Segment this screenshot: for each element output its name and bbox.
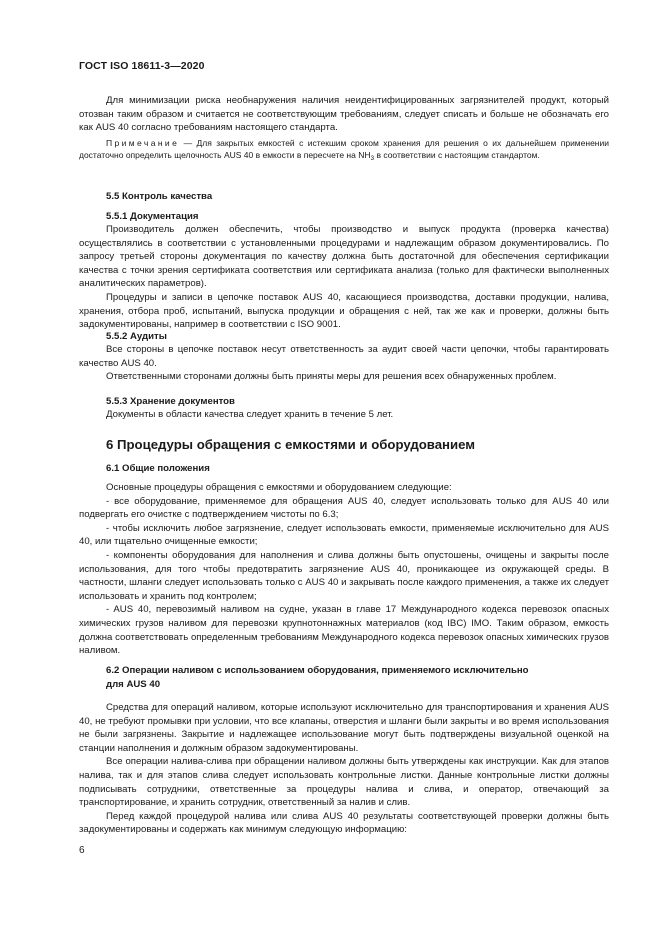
note-text-before: Для закрытых емкостей с истекшим сроком хранения для решения о их дальнейшем применении достаточно определить щелочность AUS 40 в емкости в пересчете на NH — [79, 138, 609, 161]
note-text-after: в соответствии с настоящим стандартом. — [374, 150, 540, 161]
section-6-1-body — [79, 481, 609, 658]
section-6-2-heading-line-2: для AUS 40 — [106, 678, 161, 690]
note-label: Примечание — [106, 138, 180, 148]
section-5-5-2-para-1: Все стороны в цепочке поставок несут ответственность за аудит своей части цепочки, чтобы гарантировать качество AUS 40. — [79, 344, 609, 369]
section-6-2-heading-line-1: 6.2 Операции наливом с использованием оборудования, применяемого исключительно — [106, 665, 529, 676]
section-5-5-1-heading: 5.5.1 Документация — [106, 211, 199, 222]
list-item: - все оборудование, применяемое для обращения AUS 40, следует использовать только для AUS 40 или подвергать его очистке с подтверждением чистоты по 6.3; — [79, 495, 609, 521]
intro-block — [79, 94, 609, 135]
section-5-5-2-body — [79, 343, 609, 384]
page-header-standard-id: ГОСТ ISO 18611-3—2020 — [79, 60, 205, 72]
section-6-1-intro: Основные процедуры обращения с емкостями и оборудованием следующие: — [106, 482, 452, 493]
section-5-5-3-body — [79, 408, 609, 422]
section-5-5-3-heading: 5.5.3 Хранение документов — [106, 396, 235, 407]
section-6-2-body — [79, 701, 609, 837]
section-5-5-3-para-1: Документы в области качества следует хранить в течение 5 лет. — [106, 409, 394, 420]
section-6-2-heading — [106, 664, 529, 691]
note-paragraph — [79, 137, 609, 165]
section-5-5-1-body — [79, 223, 609, 332]
section-6-1-heading: 6.1 Общие положения — [106, 463, 210, 474]
section-6-2-para-1: Средства для операций наливом, которые используют исключительно для транспортирования и хранения AUS 40, не требуют промывки при условии, что все клапаны, отверстия и шланги были закрыты и во время использования не были загрязнены. Закрытие и надлежащее использование могут быть подтверждены визуальной оценкой на станции наполнения и должным образом задокументированы. — [79, 702, 609, 754]
section-6-2-para-3: Перед каждой процедурой налива или слива AUS 40 результаты соответствующей проверки должны быть задокументированы и содержать как минимум следующую информацию: — [79, 810, 609, 836]
page-number: 6 — [79, 845, 85, 856]
section-5-5-1-para-1: Производитель должен обеспечить, чтобы производство и выпуск продукта (проверка качества) осуществлялись в соответствии с установленными процедурами и надлежащим образом документировались. По запросу третьей стороны документация по качеству должна быть достаточной для обеспечения сертификации качества с точки зрения сертификата соответствия или сертификата анализа (только для фактически выполненных аналитических параметров). — [79, 224, 609, 290]
section-5-5-1-para-2: Процедуры и записи в цепочке поставок AUS 40, касающиеся производства, доставки продукции, налива, хранения, отбора проб, испытаний, выпуска продукции и обращения с ней, так же как и проверки, должны быть задокументированы, например в соответствии с ISO 9001. — [79, 291, 609, 331]
note-subscript: 3 — [370, 155, 375, 163]
section-5-5-2-heading: 5.5.2 Аудиты — [106, 331, 167, 342]
note-block — [79, 137, 609, 165]
list-item: - чтобы исключить любое загрязнение, следует использовать емкости, применяемые исключительно для AUS 40, или тщательно очищенные емкости; — [79, 522, 609, 548]
section-5-5-heading: 5.5 Контроль качества — [106, 191, 213, 202]
list-item: - AUS 40, перевозимый наливом на судне, указан в главе 17 Международного кодекса перевозок опасных химических грузов наливом для перевозки крупнотоннажных материалов (код IBC) IMO. Таким образом, емкость должна соответствовать определенным требованиям Международного кодекса перевозок опасных химических грузов наливом. — [79, 604, 609, 657]
section-6-2-para-2: Все операции налива-слива при обращении наливом должны быть утверждены как инструкции. Как для этапов налива, так и для этапов слива следует использовать контрольные листки. Данные контрольные листки должны подписывать сотрудники, ответственные за процедуры налива и слива, и оператор, отвечающий за транспортирование, и хранить сотрудник, ответственный за налив и слив. — [79, 756, 609, 809]
note-dash: — — [179, 138, 197, 148]
section-6-heading: 6 Процедуры обращения с емкостями и оборудованием — [106, 437, 476, 452]
intro-paragraph: Для минимизации риска необнаружения наличия неидентифицированных загрязнителей продукт, который отозван таким образом и считается не соответствующим требованиям, следует списать и больше не обозначать его как AUS 40 согласно требованиям настоящего стандарта. — [79, 95, 609, 134]
section-5-5-2-para-2: Ответственными сторонами должны быть приняты меры для решения всех обнаруженных проблем. — [106, 371, 557, 383]
list-item: - компоненты оборудования для наполнения и слива должны быть опустошены, очищены и закрыты после использования, для того чтобы предотвратить загрязнение AUS 40, проникающее из окружающей среды. В частности, шланги следует использовать только с AUS 40 и закрывать после каждого применения, а также их следует использовать и хранить под контролем; — [79, 549, 609, 602]
